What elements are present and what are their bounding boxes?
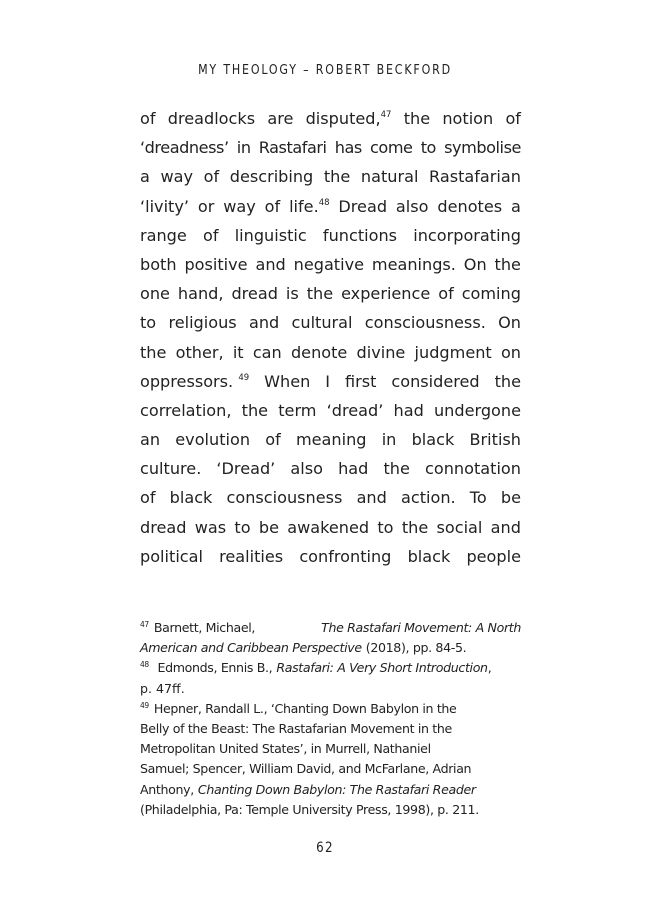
word: in [236, 138, 251, 158]
word: the [383, 459, 410, 479]
word: to [420, 138, 436, 158]
word: of [265, 430, 281, 450]
footnote-49-cont [140, 719, 521, 739]
footnote-49-cont [140, 780, 521, 800]
footnotes [140, 618, 521, 820]
word: come [370, 138, 413, 158]
body-line [140, 396, 521, 425]
word: describing [229, 167, 314, 187]
word: realities [219, 546, 284, 566]
footnote-text [140, 699, 456, 719]
body-text [140, 104, 521, 571]
word: natural [360, 167, 419, 187]
word: of [505, 109, 521, 128]
word: to [140, 313, 157, 333]
word: was [194, 517, 227, 537]
word: meaning [295, 430, 367, 450]
body-line [140, 338, 521, 367]
word: way [160, 167, 194, 187]
footnote-ref-47[interactable]: 47 [380, 110, 392, 120]
word: dread [231, 284, 278, 304]
word: one [140, 284, 170, 304]
word: linguistic [234, 225, 307, 245]
word: an [140, 430, 161, 450]
body-line [140, 454, 521, 483]
word: notion [442, 109, 494, 128]
word: the [140, 342, 167, 362]
footnote-48 [140, 658, 521, 678]
word: life. [289, 196, 319, 216]
body-line [140, 513, 521, 542]
word: it [232, 342, 244, 362]
body-line [140, 542, 521, 571]
word: be [500, 488, 521, 508]
footnote-text: Anthony, [140, 781, 194, 797]
word: the [403, 109, 431, 128]
word-with-footnote [306, 104, 392, 133]
footnote-ref-48[interactable]: 48 [318, 197, 330, 208]
word: also [290, 459, 323, 479]
body-line [140, 133, 521, 162]
word: meanings. [371, 254, 456, 274]
word: of [438, 284, 454, 304]
body-line [140, 279, 521, 308]
word: has [334, 138, 362, 158]
footnote-text: Metropolitan United States’, in Murrell, Nathaniel [140, 741, 431, 757]
word: the [401, 517, 429, 537]
footnote-text: Samuel; Spencer, William David, and McFarlane, Adrian [140, 761, 472, 777]
footnote-49-cont [140, 759, 521, 779]
word: of [202, 225, 219, 245]
running-head: MY THEOLOGY – ROBERT BECKFORD [198, 62, 452, 78]
word: undergone [433, 400, 521, 420]
word: culture. [140, 459, 202, 479]
word: On [498, 313, 521, 333]
word: action. [400, 488, 456, 508]
word: religious [168, 313, 237, 333]
word: symbolise [444, 138, 521, 158]
word: to [234, 517, 251, 537]
word: the [494, 254, 521, 274]
body-line [140, 367, 521, 396]
word: had [393, 400, 424, 420]
word: incorporating [413, 225, 521, 245]
body-line [140, 250, 521, 279]
footnote-text [140, 618, 255, 638]
footnote-49-cont [140, 800, 521, 820]
word: of [264, 196, 281, 216]
word: and [356, 488, 387, 508]
word: When [264, 371, 311, 391]
word: way [223, 196, 256, 216]
footnote-mark: 47 [140, 620, 149, 629]
footnote-title: The Rastafari Movement: A North [321, 620, 521, 635]
footnote-47-cont [140, 638, 521, 658]
word: consciousness [226, 488, 343, 508]
word: Dread [338, 196, 388, 216]
word: range [140, 225, 187, 245]
word: social [436, 517, 483, 537]
word: the [306, 284, 334, 304]
word: black [407, 546, 451, 566]
word: on [500, 342, 521, 362]
word: ‘Dread’ [216, 459, 276, 479]
word: positive [184, 254, 248, 274]
body-line [140, 425, 521, 454]
footnote-49 [140, 699, 521, 719]
word: ‘dread’ [326, 400, 384, 420]
word: black [411, 430, 455, 450]
word: functions [322, 225, 398, 245]
footnote-text: , [487, 660, 492, 676]
word: and [248, 313, 280, 333]
footnote-48-cont [140, 679, 521, 699]
word-with-footnote [140, 367, 249, 396]
word: of [140, 488, 156, 508]
word: to [377, 517, 394, 537]
footnote-author: Edmonds, Ennis B., [157, 660, 273, 676]
footnote-ref-49[interactable]: 49 [238, 372, 250, 383]
word: awakened [287, 517, 370, 537]
word: connotation [425, 459, 521, 479]
word: confronting [299, 546, 392, 566]
body-line [140, 221, 521, 250]
word: considered [391, 371, 480, 391]
word: coming [461, 284, 521, 304]
word: be [258, 517, 279, 537]
word: experience [341, 284, 431, 304]
word: the [241, 400, 269, 420]
word: cultural [291, 313, 353, 333]
word: or [197, 196, 215, 216]
footnote-author: Barnett, Michael, [153, 620, 256, 635]
body-line [140, 483, 521, 512]
word: disputed, [305, 109, 381, 128]
word: the [323, 167, 351, 187]
word: other, [175, 342, 224, 362]
body-line [140, 104, 521, 133]
word: first [344, 371, 377, 391]
footnote-47 [140, 618, 521, 638]
page-number: 62 [316, 840, 334, 856]
word: a [140, 167, 150, 187]
word: had [338, 459, 369, 479]
footnote-text: (Philadelphia, Pa: Temple University Press, 1998), p. 211. [140, 801, 479, 817]
word: of [203, 167, 220, 187]
word: dread [140, 517, 187, 537]
word: and [255, 254, 286, 274]
body-line [140, 162, 521, 191]
footnote-author: Hepner, Randall L., ‘Chanting Down Babylon in the [153, 700, 457, 716]
word: consciousness. [364, 313, 486, 333]
word: in [381, 430, 397, 450]
word: dreadlocks [167, 109, 256, 128]
word: hand, [177, 284, 224, 304]
word: judgment [414, 342, 492, 362]
footnote-text [140, 658, 272, 678]
word: are [267, 109, 294, 128]
footnote-text: p. 47ff. [140, 680, 185, 696]
word: denotes [437, 196, 503, 216]
word: To [469, 488, 487, 508]
word: the [494, 371, 521, 391]
body-line [140, 308, 521, 337]
word: both [140, 254, 177, 274]
word: a [511, 196, 521, 216]
word: I [325, 371, 331, 391]
word: can [252, 342, 282, 362]
word: oppressors. [140, 371, 234, 391]
word: evolution [175, 430, 251, 450]
footnote-title: American and Caribbean Perspective [140, 640, 362, 656]
footnote-mark: 49 [140, 700, 149, 710]
footnote-text: (2018), pp. 84-5. [365, 640, 467, 656]
footnote-title: Chanting Down Babylon: The Rastafari Reader [197, 781, 476, 797]
footnote-text: Belly of the Beast: The Rastafarian Movement in the [140, 720, 452, 736]
word: ‘dreadness’ [140, 138, 229, 158]
word: Rastafari [258, 138, 327, 158]
word: and [490, 517, 521, 537]
body-line [140, 192, 521, 221]
word: correlation, [140, 400, 232, 420]
word: political [140, 546, 203, 566]
word: term [278, 400, 317, 420]
word: Rastafarian [429, 167, 521, 187]
footnote-49-cont [140, 739, 521, 759]
word: ‘livity’ [140, 196, 190, 216]
word: On [463, 254, 487, 274]
word: negative [293, 254, 365, 274]
word: black [169, 488, 213, 508]
word: is [285, 284, 299, 304]
word: denote [290, 342, 348, 362]
word-with-footnote [289, 192, 329, 221]
word: British [469, 430, 521, 450]
footnote-title: Rastafari: A Very Short Introduction [276, 660, 488, 676]
footnote-title-wrap [276, 658, 491, 678]
word: also [395, 196, 429, 216]
word: of [140, 109, 156, 128]
word: people [466, 546, 521, 566]
word: divine [356, 342, 406, 362]
footnote-mark: 48 [140, 660, 149, 670]
